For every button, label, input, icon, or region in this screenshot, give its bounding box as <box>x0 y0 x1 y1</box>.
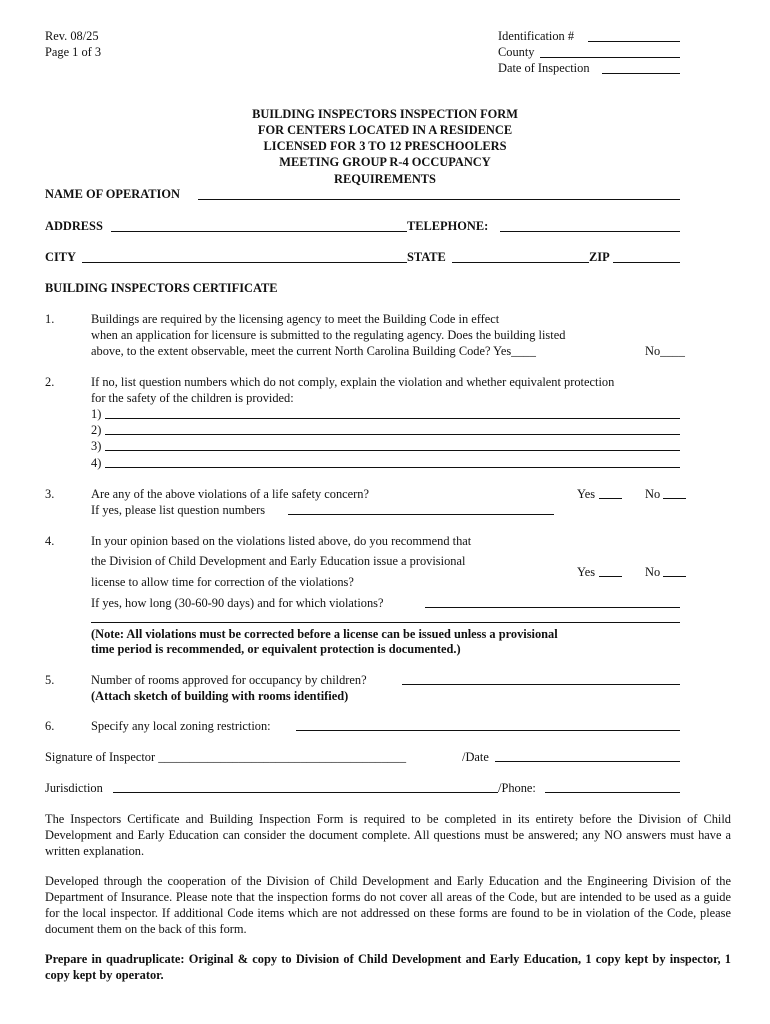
zip-label: ZIP <box>589 250 610 264</box>
question-5-line-1: Number of rooms approved for occupancy by children? <box>91 673 367 687</box>
question-4-no-label: No <box>645 565 661 579</box>
question-3-line-1: Are any of the above violations of a life safety concern? <box>91 487 369 501</box>
question-5-number: 5. <box>45 673 55 687</box>
question-4-note-line-2: time period is recommended, or equivalent protection is documented.) <box>91 642 461 656</box>
signature-date-label: /Date <box>462 750 489 764</box>
question-1-line-3[interactable]: above, to the extent observable, meet the current North Carolina Building Code? Yes____ <box>91 344 536 358</box>
form-title-line-5: REQUIREMENTS <box>334 172 436 186</box>
question-4-yes-field[interactable] <box>599 576 622 577</box>
question-3-line-2: If yes, please list question numbers <box>91 503 266 517</box>
city-field[interactable] <box>82 262 407 263</box>
phone-field[interactable] <box>545 792 680 793</box>
question-2-item-2-field[interactable] <box>105 434 680 435</box>
revision-text: Rev. 08/25 <box>45 29 99 43</box>
address-label: ADDRESS <box>45 219 103 233</box>
jurisdiction-label: Jurisdiction <box>45 781 103 795</box>
identification-label: Identification # <box>498 29 575 43</box>
question-4-line-1: In your opinion based on the violations listed above, do you recommend that <box>91 534 472 548</box>
page-number: Page 1 of 3 <box>45 45 102 59</box>
question-5-line-2: (Attach sketch of building with rooms identified) <box>91 689 349 703</box>
question-2-item-1-label: 1) <box>91 407 102 421</box>
question-2-line-2: for the safety of the children is provided: <box>91 391 294 405</box>
question-2-item-3-field[interactable] <box>105 450 680 451</box>
county-label: County <box>498 45 535 59</box>
development-note-paragraph: Developed through the cooperation of the Division of Child Development and Early Education and the Engineering Division of the Department of Insurance. Please note that the inspection forms do not cover all areas of the Code, but are intended to be used as a guide for the local inspector. If additional Code items which are not addressed on these forms are found to be in violation of the Code, please document them on the back of this form. <box>45 874 731 936</box>
quadruplicate-instructions: Prepare in quadruplicate: Original & copy to Division of Child Development and Early Education, 1 copy kept by inspector, 1 copy kept by operator. <box>45 952 731 982</box>
question-3-no-field[interactable] <box>663 498 686 499</box>
zoning-restriction-field[interactable] <box>296 730 680 731</box>
question-2-line-1: If no, list question numbers which do not comply, explain the violation and whether equivalent protection <box>91 375 615 389</box>
question-4-note-line-1: (Note: All violations must be corrected before a license can be issued unless a provisional <box>91 627 558 641</box>
question-2-item-3-label: 3) <box>91 439 102 453</box>
name-of-operation-field[interactable] <box>198 199 680 200</box>
signature-of-inspector-label[interactable]: Signature of Inspector ________________________________________ <box>45 750 407 764</box>
certificate-heading: BUILDING INSPECTORS CERTIFICATE <box>45 281 278 295</box>
question-3-numbers-field[interactable] <box>288 514 554 515</box>
date-of-inspection-field[interactable] <box>602 73 680 74</box>
question-4-yes-label: Yes <box>577 565 596 579</box>
date-of-inspection-label: Date of Inspection <box>498 61 590 75</box>
question-2-item-4-field[interactable] <box>105 467 680 468</box>
question-4-no-field[interactable] <box>663 576 686 577</box>
identification-field[interactable] <box>588 41 680 42</box>
question-3-yes-label: Yes <box>577 487 596 501</box>
phone-label: /Phone: <box>498 781 536 795</box>
city-label: CITY <box>45 250 76 264</box>
zip-field[interactable] <box>613 262 680 263</box>
question-2-item-1-field[interactable] <box>105 418 680 419</box>
question-4-duration-field[interactable] <box>425 607 680 608</box>
telephone-label: TELEPHONE: <box>407 219 489 233</box>
completion-requirement-paragraph: The Inspectors Certificate and Building Inspection Form is required to be completed in its entirety before the Division of Child Development and Early Education can consider the document complete. All questions must be answered; any NO answers must have a written explanation. <box>45 812 731 858</box>
question-2-item-4-label: 4) <box>91 456 102 470</box>
form-title-line-1: BUILDING INSPECTORS INSPECTION FORM <box>252 107 518 121</box>
address-field[interactable] <box>111 231 407 232</box>
name-of-operation-label: NAME OF OPERATION <box>45 187 180 201</box>
question-4-line-2: the Division of Child Development and Early Education issue a provisional <box>91 554 466 568</box>
jurisdiction-field[interactable] <box>113 792 498 793</box>
question-2-item-2-label: 2) <box>91 423 102 437</box>
question-4-extra-field[interactable] <box>91 622 680 623</box>
question-1-no[interactable]: No____ <box>645 344 685 358</box>
form-title-line-3: LICENSED FOR 3 TO 12 PRESCHOOLERS <box>263 139 507 153</box>
question-6-number: 6. <box>45 719 55 733</box>
form-title-line-2: FOR CENTERS LOCATED IN A RESIDENCE <box>257 123 513 137</box>
state-field[interactable] <box>452 262 589 263</box>
question-3-yes-field[interactable] <box>599 498 622 499</box>
question-6-line-1: Specify any local zoning restriction: <box>91 719 271 733</box>
question-4-line-3: license to allow time for correction of the violations? <box>91 575 354 589</box>
question-2-number: 2. <box>45 375 55 389</box>
question-1-number: 1. <box>45 312 55 326</box>
question-3-number: 3. <box>45 487 55 501</box>
state-label: STATE <box>407 250 446 264</box>
question-4-number: 4. <box>45 534 55 548</box>
question-1-line-1: Buildings are required by the licensing agency to meet the Building Code in effect <box>91 312 500 326</box>
question-4-line-4: If yes, how long (30-60-90 days) and for which violations? <box>91 596 384 610</box>
signature-date-field[interactable] <box>495 761 680 762</box>
question-3-no-label: No <box>645 487 661 501</box>
question-5-rooms-field[interactable] <box>402 684 680 685</box>
form-title-line-4: MEETING GROUP R-4 OCCUPANCY <box>279 155 491 169</box>
question-1-line-2: when an application for licensure is submitted to the regulating agency. Does the building listed <box>91 328 566 342</box>
county-field[interactable] <box>540 57 680 58</box>
telephone-field[interactable] <box>500 231 680 232</box>
